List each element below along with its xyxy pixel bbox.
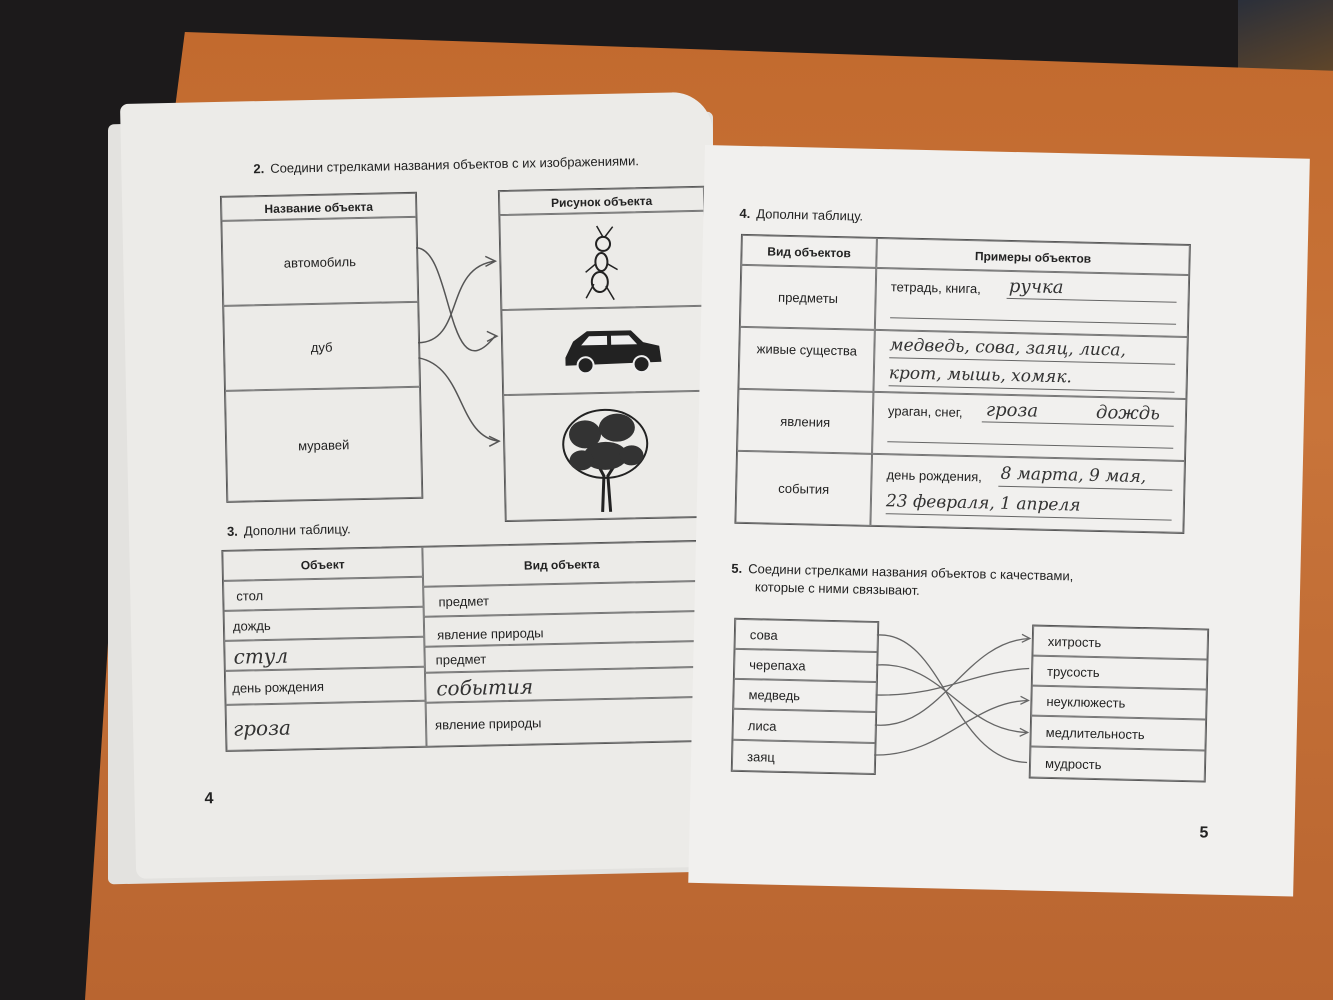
task4-kind-1: предметы xyxy=(740,265,876,330)
left-page xyxy=(120,92,728,879)
right-page-number: 5 xyxy=(1199,824,1209,842)
left-page-number: 4 xyxy=(204,790,214,808)
task3-object-1: стол xyxy=(223,577,424,611)
task3-kind-3: предмет xyxy=(424,641,702,673)
task4-title: 4. Дополни таблицу. xyxy=(739,205,864,224)
names-header: Название объекта xyxy=(221,193,416,221)
task3-header-kind: Вид объекта xyxy=(422,541,701,587)
task3-table xyxy=(221,540,705,752)
task4-written-2a: медведь, сова, заяц, лиса, xyxy=(889,335,1127,361)
task5-object-2: черепаха xyxy=(734,649,878,682)
task5-title: 5. Соедини стрелками названия объектов с качествами, xyxy=(731,560,1074,584)
task4-written-4b: 23 февраля, 1 апреля xyxy=(885,491,1081,516)
task5-title-line2: которые с ними связывают. xyxy=(754,579,920,598)
task4-printed-4: день рождения, xyxy=(886,467,983,485)
task4-written-3a: гроза xyxy=(985,399,1039,422)
task2-arrows xyxy=(120,92,728,879)
task2-title: 2. Соедини стрелками названия объектов с их изображениями. xyxy=(253,153,640,177)
task3-kind-4-handwritten: события xyxy=(425,667,704,703)
task4-printed-3: ураган, снег, xyxy=(887,403,963,420)
task5-arrows xyxy=(688,145,1310,897)
task5-object-1: сова xyxy=(735,619,879,652)
task3-object-3-handwritten: стул xyxy=(224,637,425,671)
task3-object-4: день рождения xyxy=(225,667,426,705)
task4-printed-1: тетрадь, книга, xyxy=(890,279,982,297)
task4-header-examples: Примеры объектов xyxy=(876,238,1190,275)
task5-quality-5: мудрость xyxy=(1030,747,1206,782)
task3-header-object: Объект xyxy=(222,547,423,581)
task3-object-5-handwritten: гроза xyxy=(226,701,427,751)
name-ant: муравей xyxy=(225,387,422,502)
task3-object-2: дождь xyxy=(224,607,425,641)
task5-object-5: заяц xyxy=(732,740,876,774)
task5-quality-4: медлительность xyxy=(1030,716,1206,751)
task3-kind-1: предмет xyxy=(423,581,702,617)
task4-header-kind: Вид объектов xyxy=(741,235,877,268)
task5-quality-1: хитрость xyxy=(1033,626,1209,660)
task4-written-4a: 8 марта, 9 мая, xyxy=(1000,463,1147,488)
task4-written-1: ручка xyxy=(1008,275,1064,299)
task4-kind-4: события xyxy=(735,451,872,526)
right-page xyxy=(688,145,1310,897)
task3-kind-2: явление природы xyxy=(424,611,703,647)
task4-kind-3: явления xyxy=(737,389,873,454)
name-oak: дуб xyxy=(223,302,420,391)
name-car: автомобиль xyxy=(221,217,418,306)
task4-written-2b: крот, мышь, хомяк. xyxy=(888,363,1073,388)
task5-object-3: медведь xyxy=(733,679,877,712)
task5-quality-2: трусость xyxy=(1032,656,1208,690)
task5-quality-3: неуклюжесть xyxy=(1031,686,1207,720)
task5-object-4: лиса xyxy=(733,709,877,743)
pictures-header: Рисунок объекта xyxy=(499,187,704,215)
task3-kind-5: явление природы xyxy=(426,697,705,747)
task4-written-3b: дождь xyxy=(1095,401,1161,425)
task3-title: 3. Дополни таблицу. xyxy=(226,521,351,539)
task4-kind-2: живые существа xyxy=(738,327,874,392)
